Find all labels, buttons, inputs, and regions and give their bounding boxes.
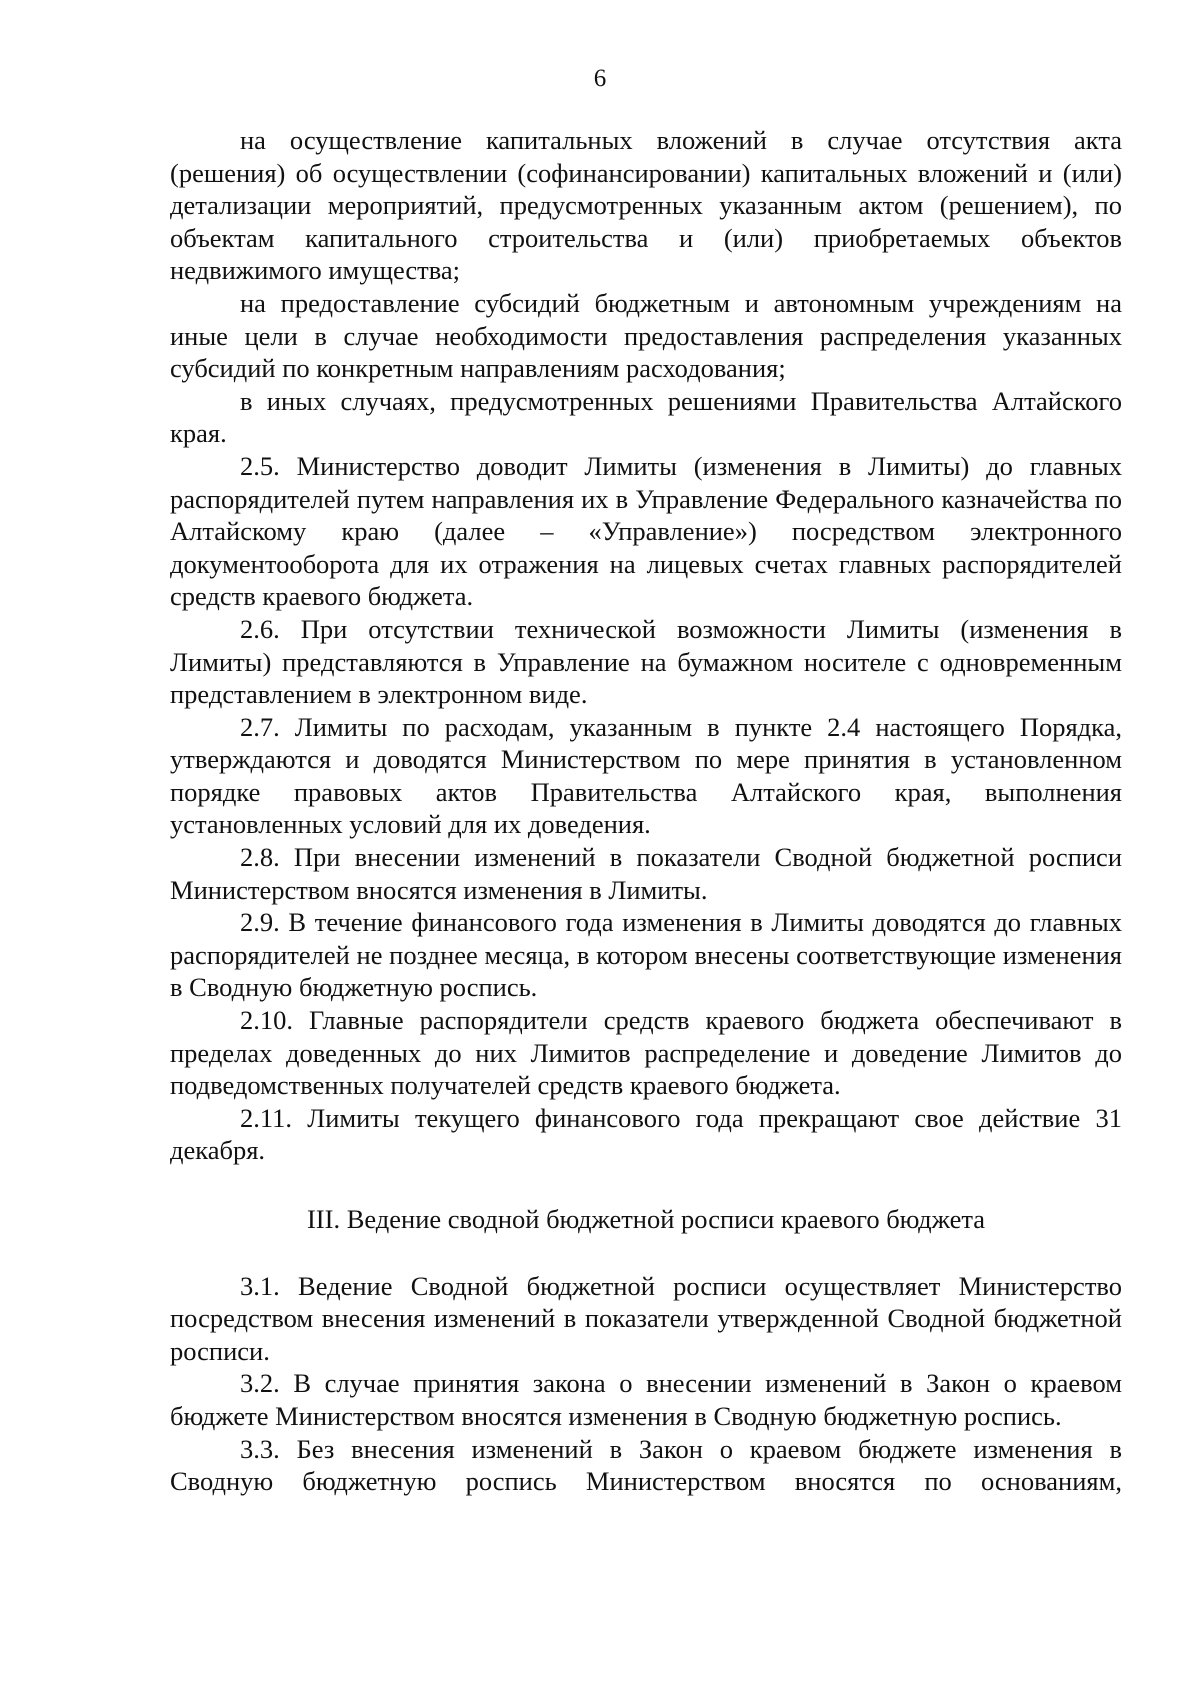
paragraph-2-8: 2.8. При внесении изменений в показатели Сводной бюджетной росписи Министерством вносятся изменения в Лимиты.: [170, 842, 1122, 905]
paragraph-2-10: 2.10. Главные распорядители средств краевого бюджета обеспечивают в пределах доведенных до них Лимитов распределение и доведение Лимитов до подведомственных получателей средств краевого бюджета.: [170, 1005, 1122, 1101]
section-heading: III. Ведение сводной бюджетной росписи краевого бюджета: [306, 1204, 986, 1234]
paragraph-other-cases: в иных случаях, предусмотренных решениями Правительства Алтайского края.: [170, 385, 1122, 449]
paragraph-2-11: 2.11. Лимиты текущего финансового года прекращают свое действие 31 декабря.: [170, 1102, 1122, 1166]
paragraph-3-3: 3.3. Без внесения изменений в Закон о краевом бюджете изменения в Сводную бюджетную роспись Министерством вносятся по основаниям,: [170, 1433, 1122, 1497]
paragraph-2-5: 2.5. Министерство доводит Лимиты (изменения в Лимиты) до главных распорядителей путем направления их в Управление Федерального казначейства по Алтайскому краю (далее – «Управление») посредством электронного документооборота для их отражения на лицевых счетах главных распорядителей средств краевого бюджета.: [170, 450, 1122, 612]
document-body: [170, 124, 1122, 1498]
page-number: 6: [593, 65, 607, 92]
paragraph-3-1: 3.1. Ведение Сводной бюджетной росписи осуществляет Министерство посредством внесения изменений в показатели утвержденной Сводной бюджетной росписи.: [170, 1270, 1122, 1366]
paragraph-2-6: 2.6. При отсутствии технической возможности Лимиты (изменения в Лимиты) представляются в Управление на бумажном носителе с одновременным представлением в электронном виде.: [170, 613, 1122, 710]
paragraph-2-9: 2.9. В течение финансового года изменения в Лимиты доводятся до главных распорядителей не позднее месяца, в котором внесены соответствующие изменения в Сводную бюджетную роспись.: [170, 907, 1122, 1003]
paragraph-subsidies: на предоставление субсидий бюджетным и автономным учреждениям на иные цели в случае необходимости предоставления распределения указанных субсидий по конкретным направлениям расходования;: [170, 287, 1122, 384]
paragraph-2-7: 2.7. Лимиты по расходам, указанным в пункте 2.4 настоящего Порядка, утверждаются и доводятся Министерством по мере принятия в установленном порядке правовых актов Правительства Алтайского края, выполнения установленных условий для их доведения.: [170, 711, 1122, 840]
paragraph-3-2: 3.2. В случае принятия закона о внесении изменений в Закон о краевом бюджете Министерством вносятся изменения в Сводную бюджетную роспись.: [170, 1368, 1122, 1431]
paragraph-capital-investments: на осуществление капитальных вложений в случае отсутствия акта (решения) об осуществлении (софинансировании) капитальных вложений и (или) детализации мероприятий, предусмотренных указанным актом (решением), по объектам капитального строительства и (или) приобретаемых объектов недвижимого имущества;: [170, 125, 1122, 286]
